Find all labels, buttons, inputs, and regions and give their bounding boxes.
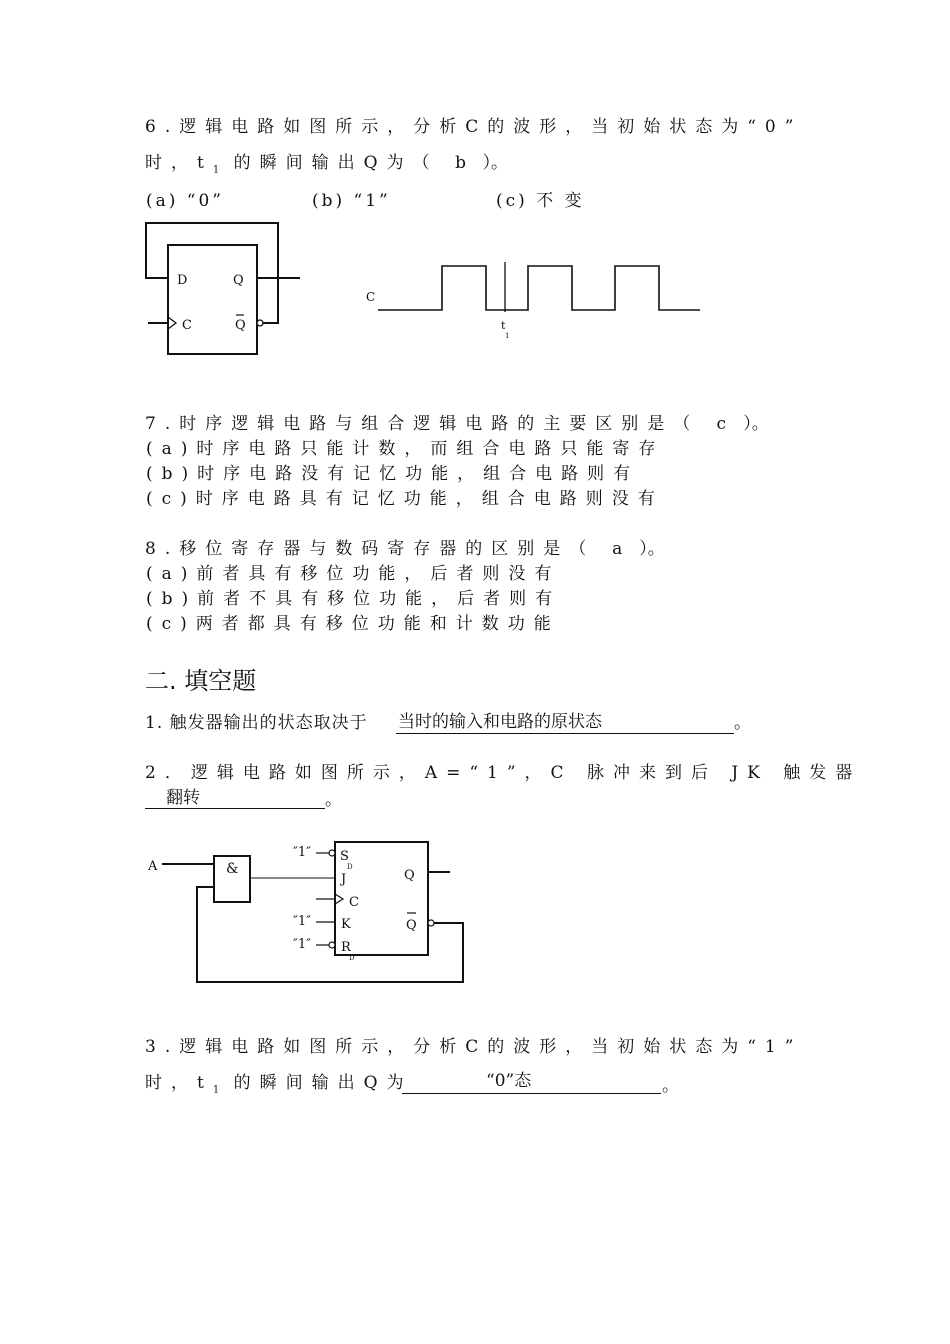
f1-prefix: 1. 触发器输出的状态取决于 (145, 713, 368, 733)
t1-sub: 1 (505, 332, 510, 340)
q8-question-text: 8.移位寄存器与数码寄存器的区别是（ (145, 539, 596, 559)
k-label: K (341, 917, 351, 932)
f3-answer-underline (402, 1093, 661, 1094)
one-sd-label: ″1″ (293, 845, 311, 860)
q-label: Q (404, 868, 415, 883)
qbar-label: Q (406, 918, 417, 933)
q8-option-a: (a)前者具有移位功能，后者则没有 (146, 564, 561, 584)
c-label: C (349, 895, 359, 910)
f2-suffix: 。 (325, 790, 342, 810)
q7-close: ）。 (743, 414, 769, 434)
q6-answer: b (455, 153, 466, 173)
f3-line2-rest: 的瞬间输出Q为 (219, 1073, 413, 1093)
one-rd-label: ″1″ (293, 937, 311, 952)
rd-bubble (329, 942, 335, 948)
j-label: J (341, 872, 347, 887)
a-label: A (148, 859, 158, 874)
q7-question-text: 7.时序逻辑电路与组合逻辑电路的主要区别是（ (145, 414, 700, 434)
q6-line2-prefix: 时，t (145, 153, 213, 173)
and-label: & (226, 861, 239, 877)
q6-option-c: (c) 不 变 (496, 191, 585, 211)
s-label: S (340, 849, 349, 864)
q6-option-a: (a) “0” (146, 191, 225, 211)
q8-answer: a (612, 539, 623, 559)
f2-answer: 翻转 (166, 788, 200, 808)
f3-line1: 3.逻辑电路如图所示，分析C的波形，当初始状态为“1” (145, 1037, 803, 1057)
t1-label: t (501, 319, 506, 332)
q7-option-a: (a)时序电路只能计数，而组合电路只能寄存 (146, 439, 665, 459)
sd-bubble (329, 850, 335, 856)
q7-option-b: (b)时序电路没有记忆功能，组合电路则有 (146, 464, 640, 484)
q8-close: ）。 (639, 539, 665, 559)
q6-option-b: (b) “1” (312, 191, 391, 211)
qbar-label: Q (235, 318, 246, 333)
q6-line2-rest: 的瞬间输出Q为（ (219, 153, 439, 173)
f3-line2 (145, 1073, 413, 1100)
c-label: C (182, 318, 192, 333)
q6-line1: 6.逻辑电路如图所示，分析C的波形，当初始状态为“0” (145, 117, 803, 137)
clock-triangle (335, 894, 343, 904)
r-label: R (341, 940, 351, 955)
q7-option-c: (c)时序电路具有记忆功能，组合电路则没有 (146, 489, 664, 509)
q6-line2-sub: 1 (212, 164, 220, 176)
s-sub: D (347, 863, 353, 871)
q7-answer: c (716, 414, 726, 434)
section2-title: 二. 填空题 (145, 667, 257, 695)
q6-close: ）。 (482, 153, 509, 173)
f1-suffix: 。 (734, 713, 751, 733)
d-label: D (177, 273, 188, 288)
r-sub: D (349, 954, 355, 962)
waveform-c-label: C (366, 290, 376, 304)
f3-suffix: 。 (662, 1076, 679, 1096)
f3-line2-sub: 1 (212, 1084, 220, 1096)
f3-answer: “0”态 (486, 1071, 532, 1091)
f1-answer: 当时的输入和电路的原状态 (398, 712, 602, 732)
q-label: Q (233, 273, 244, 288)
q8-option-b: (b)前者不具有移位功能，后者则有 (146, 589, 562, 609)
one-k-label: ″1″ (293, 914, 311, 929)
qbar-bubble (428, 920, 434, 926)
f2-line1: 2．逻辑电路如图所示，A=“1”，C 脉冲来到后 JK 触发器 (145, 763, 862, 783)
f3-line2-prefix: 时，t (145, 1073, 213, 1093)
q8-option-c: (c)两者都具有移位功能和计数功能 (146, 614, 560, 634)
